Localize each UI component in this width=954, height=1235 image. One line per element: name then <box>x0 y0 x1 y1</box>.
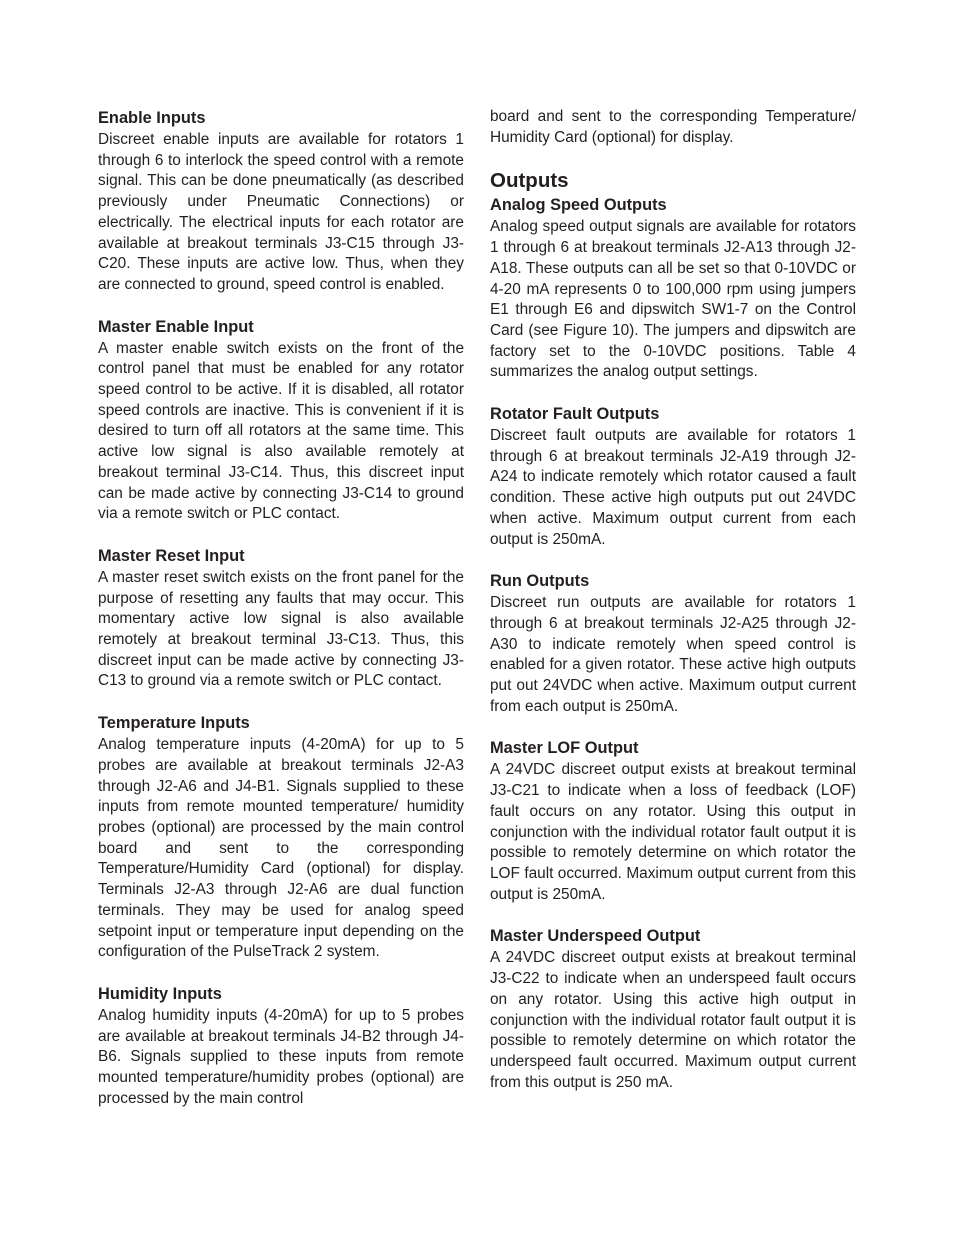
section-humidity-inputs <box>98 983 464 1110</box>
paragraph-master-reset-input: A master reset switch exists on the front panel for the purpose of resetting any faults that may occur. This momentary active low signal is also available remotely at breakout terminal J3-C13. Thus, this discreet input can be made active by connecting J3-C13 to ground via a remote switch or PLC contact. <box>98 568 464 690</box>
section-humidity-continued <box>490 107 856 148</box>
heading-run-outputs: Run Outputs <box>490 572 590 591</box>
heading-master-reset-input: Master Reset Input <box>98 546 245 565</box>
heading-humidity-inputs: Humidity Inputs <box>98 984 222 1003</box>
paragraph-master-lof-output: A 24VDC discreet output exists at breakout terminal J3-C21 to indicate when a loss of feedback (LOF) fault occurs on any rotator. Using this output in conjunction with the individual rotator fault output it is possible to remotely determine on which rotator the LOF fault occurred. Maximum output current from this output is 250mA. <box>490 761 856 903</box>
paragraph-enable-inputs: Discreet enable inputs are available for rotators 1 through 6 to interlock the speed control with a remote signal. This can be done pneumatically (as described previously under Pneumatic Connections) or electrically. The electrical inputs for each rotator are available at breakout terminals J3-C15 through J3-C20. These inputs are active low. Thus, when they are connected to ground, speed control is enabled. <box>98 131 464 293</box>
paragraph-humidity-inputs: Analog humidity inputs (4-20mA) for up to 5 probes are available at breakout terminals J4-B2 through J4-B6. Signals supplied to these inputs from remote mounted temperature/humidity probes (optional) are processed by the main control <box>98 1006 464 1107</box>
section-run-outputs <box>490 570 856 717</box>
section-analog-speed-outputs <box>490 194 856 383</box>
outputs-title: Outputs <box>490 169 569 193</box>
heading-master-enable-input: Master Enable Input <box>98 317 254 336</box>
section-temperature-inputs <box>98 712 464 963</box>
section-master-lof-output <box>490 737 856 905</box>
section-enable-inputs <box>98 107 464 296</box>
paragraph-temperature-inputs: Analog temperature inputs (4-20mA) for up to 5 probes are available at breakout terminals J2-A3 through J2-A6 and J4-B1. Signals supplied to these inputs from remote mounted temperature/ humidity probes (optional) are processed by the main control board and sent to the corresponding Temperature/Humidity Card (optional) for display. Terminals J2-A3 through J2-A6 are dual function terminals. They may be used for analog speed setpoint input or temperature input depending on the configuration of the PulseTrack 2 system. <box>98 736 464 961</box>
heading-temperature-inputs: Temperature Inputs <box>98 714 250 733</box>
left-column <box>98 107 464 1129</box>
heading-rotator-fault-outputs: Rotator Fault Outputs <box>490 405 660 424</box>
paragraph-analog-speed-outputs: Analog speed output signals are available for rotators 1 through 6 at breakout terminals J2-A13 through J2-A18. These outputs can all be set so that 0-10VDC or 4-20 mA represents 0 to 100,000 rpm using jumpers E1 through E6 and dipswitch SW1-7 on the Control Card (see Figure 10). The jumpers and dipswitch are factory set to the 0-10VDC positions. Table 4 summarizes the analog output settings. <box>490 218 856 381</box>
heading-analog-speed-outputs: Analog Speed Outputs <box>490 196 667 215</box>
paragraph-master-enable-input: A master enable switch exists on the front of the control panel that must be enabled for any rotator speed control to be active. If it is disabled, all rotator speed controls are inactive. This is convenient if it is desired to turn off all rotators at the same time. This active low signal is also available remotely at breakout terminal J3-C14. Thus, this discreet input can be made active by connecting J3-C14 to ground via a remote switch or PLC contact. <box>98 339 464 523</box>
section-master-underspeed-output <box>490 925 856 1093</box>
paragraph-rotator-fault-outputs: Discreet fault outputs are available for rotators 1 through 6 at breakout terminals J2-A19 through J2-A24 to indicate remotely which rotator caused a fault condition. These active high outputs put out 24VDC when active. Maximum output current from each output is 250mA. <box>490 427 856 548</box>
paragraph-master-underspeed-output: A 24VDC discreet output exists at breakout terminal J3-C22 to indicate when an underspeed fault occurs on any rotator. Using this active high output in conjunction with the individual rotator fault output it is possible to remotely determine on which rotator the underspeed fault occurred. Maximum output current from this output is 250 mA. <box>490 949 856 1091</box>
paragraph-humidity-continued: board and sent to the corresponding Temperature/ Humidity Card (optional) for display. <box>490 108 856 146</box>
heading-enable-inputs: Enable Inputs <box>98 109 206 127</box>
heading-master-underspeed-output: Master Underspeed Output <box>490 927 701 946</box>
heading-master-lof-output: Master LOF Output <box>490 739 639 758</box>
paragraph-run-outputs: Discreet run outputs are available for rotators 1 through 6 at breakout terminals J2-A25 through J2-A30 to indicate remotely when speed control is enabled for a given rotator. These active high outputs put out 24VDC when active. Maximum output current from each output is 250mA. <box>490 594 856 715</box>
section-outputs <box>490 168 856 1093</box>
right-column <box>490 107 856 1113</box>
section-rotator-fault-outputs <box>490 403 856 550</box>
section-master-reset-input <box>98 545 464 692</box>
section-master-enable-input <box>98 316 464 525</box>
